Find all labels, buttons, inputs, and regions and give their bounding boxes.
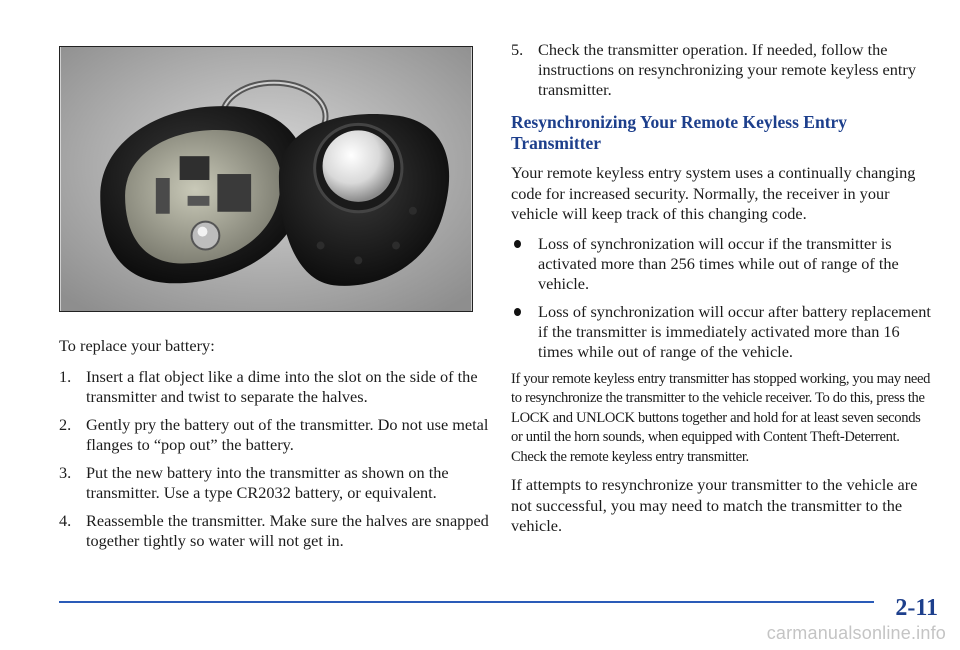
watermark: carmanualsonline.info <box>766 623 946 643</box>
battery-intro: To replace your battery: <box>59 336 215 355</box>
bullet-icon <box>514 308 521 316</box>
step-item <box>59 511 489 551</box>
section-heading: Resynchronizing Your Remote Keyless Entry Transmitter <box>511 112 848 153</box>
transmitter-photo <box>59 46 473 312</box>
left-column <box>59 336 489 559</box>
resync-intro-paragraph: Your remote keyless entry system uses a continually changing code for increased security. Normally, the receiver in your vehicle will keep track of this changing code. <box>511 163 916 223</box>
transmitter-illustration <box>60 47 472 311</box>
footer-rule <box>59 601 874 603</box>
bullet-item <box>511 302 931 362</box>
bullet-item <box>511 234 931 294</box>
step-item <box>59 367 489 407</box>
step-text: Check the transmitter operation. If needed, follow the instructions on resynchronizing your remote keyless entry transmitter. <box>538 40 916 99</box>
step-number: 2. <box>59 414 72 434</box>
resync-procedure-paragraph: If your remote keyless entry transmitter has stopped working, you may need to resynchronize the transmitter to the vehicle receiver. To do this, press the LOCK and UNLOCK buttons together and hold for at least seven seconds or until the horn sounds, when equipped with Content Theft-Deterrent. Check the remote keyless entry transmitter. <box>511 370 931 465</box>
battery-steps <box>59 367 489 551</box>
bullet-text: Loss of synchronization will occur after battery replacement if the transmitter is immediately activated more than 16 times while out of range of the vehicle. <box>538 301 931 361</box>
sync-loss-list <box>511 234 931 362</box>
step-item <box>511 40 931 100</box>
step-text: Reassemble the transmitter. Make sure the halves are snapped together tightly so water will not get in. <box>86 510 489 550</box>
bullet-text: Loss of synchronization will occur if the transmitter is activated more than 256 times while out of range of the vehicle. <box>538 233 899 293</box>
bullet-icon <box>514 240 521 248</box>
battery-steps-continued <box>511 40 931 100</box>
step-text: Insert a flat object like a dime into the slot on the side of the transmitter and twist to separate the halves. <box>86 366 478 406</box>
step-text: Put the new battery into the transmitter as shown on the transmitter. Use a type CR2032 battery, or equivalent. <box>86 462 449 502</box>
step-number: 5. <box>511 40 524 59</box>
step-number: 1. <box>59 366 72 386</box>
step-item <box>59 463 489 503</box>
step-number: 4. <box>59 510 72 530</box>
right-column <box>511 40 931 537</box>
step-text: Gently pry the battery out of the transmitter. Do not use metal flanges to “pop out” the battery. <box>86 414 489 454</box>
page-number: 2-11 <box>895 595 938 621</box>
step-number: 3. <box>59 462 72 482</box>
step-item <box>59 415 489 455</box>
resync-failure-paragraph: If attempts to resynchronize your transmitter to the vehicle are not successful, you may need to match the transmitter to the vehicle. <box>511 475 918 535</box>
